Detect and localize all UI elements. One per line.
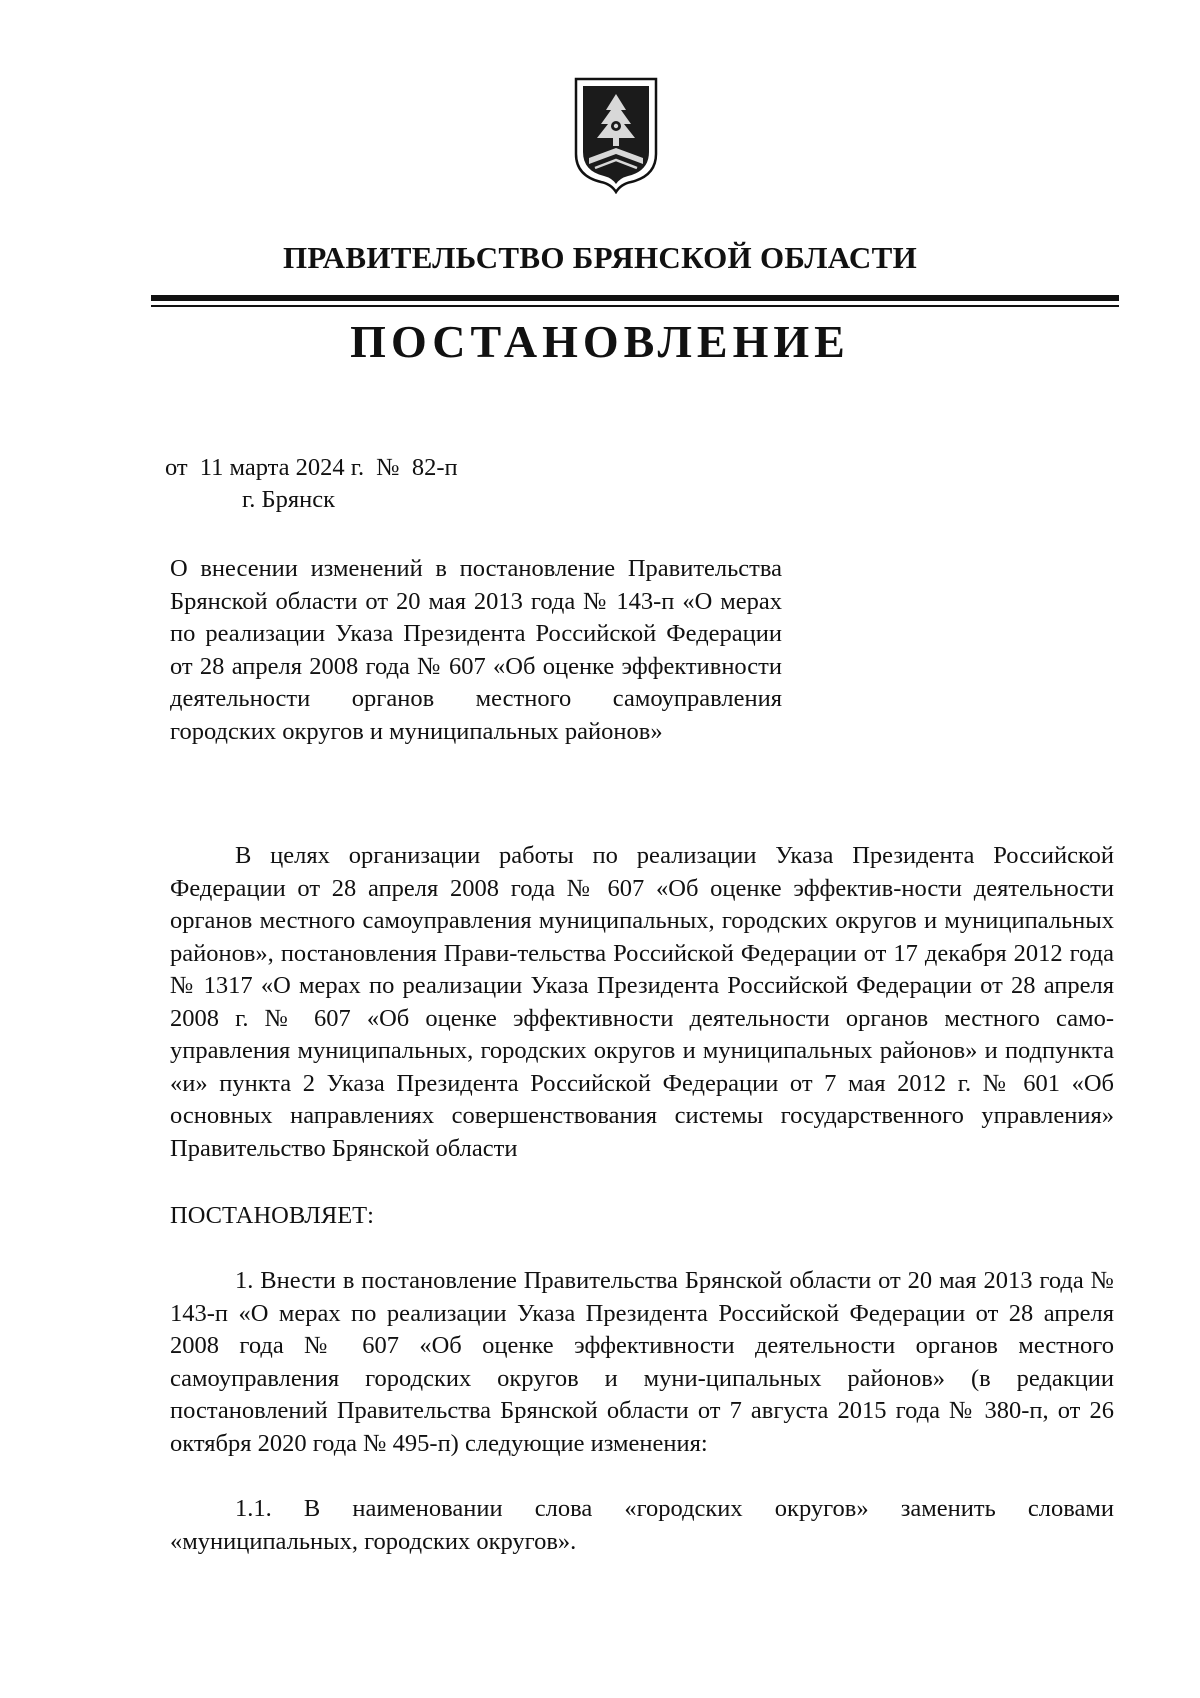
document-date: 11 марта 2024 г. <box>199 454 365 481</box>
item-1-paragraph <box>170 1265 1114 1460</box>
coat-of-arms-graphic <box>573 76 659 194</box>
document-city: г. Брянск <box>242 486 336 513</box>
organization-title: ПРАВИТЕЛЬСТВО БРЯНСКОЙ ОБЛАСТИ <box>282 240 918 275</box>
document-number: 82-п <box>411 454 458 481</box>
document-type-heading: ПОСТАНОВЛЕНИЕ <box>350 316 850 367</box>
item-1-1-text: 1.1. В наименовании слова «городских округов» заменить словами «муниципальных, городских округов». <box>170 1495 1114 1555</box>
item-1-text: 1. Внести в постановление Правительства Брянской области от 20 мая 2013 года № 143-п «О мерах по реализации Указа Президента Российской Федерации от 28 апреля 2008 года № 607 «Об оценке эффективности деятельности органов местного самоуправления городских округов и муни-ципальных районов» (в редакции постановлений Правительства Брянской области от 7 августа 2015 года № 380-п, от 26 октября 2020 года № 495-п) следующие изменения: <box>170 1267 1114 1457</box>
preamble-text: В целях организации работы по реализации Указа Президента Российской Федерации от 28 апреля 2008 года № 607 «Об оценке эффектив-ности деятельности органов местного самоуправления муниципальных, городских округов и муниципальных районов», постановления Прави-тельства Российской Федерации от 17 декабря 2012 года № 1317 «О мерах по реализации Указа Президента Российской Федерации от 28 апреля 2008 г. № 607 «Об оценке эффективности деятельности органов местного само-управления муниципальных, городских округов и муниципальных районов» и подпункта «и» пункта 2 Указа Президента Российской Федерации от 7 мая 2012 г. № 601 «Об основных направлениях совершенствования системы государственного управления» Правительство Брянской области <box>170 842 1114 1162</box>
item-1-1-paragraph <box>170 1493 1114 1558</box>
header-rule-thick <box>151 295 1119 301</box>
resolves-word: ПОСТАНОВЛЯЕТ: <box>170 1202 374 1229</box>
preamble-paragraph <box>170 840 1114 1165</box>
header-rule-thin <box>151 305 1119 307</box>
document-date-line <box>165 453 458 483</box>
coat-of-arms-icon <box>573 76 659 194</box>
document-title: О внесении изменений в постановление Правительства Брянской области от 20 мая 2013 года № 143-п «О мерах по реализации Указа Президента Российской Федерации от 28 апреля 2008 года № 607 «Об оценке эффективности деятельности органов местного самоуправления городских округов и муниципальных районов» <box>170 555 782 745</box>
date-prefix: от <box>165 454 188 481</box>
number-sign: № <box>376 454 400 481</box>
